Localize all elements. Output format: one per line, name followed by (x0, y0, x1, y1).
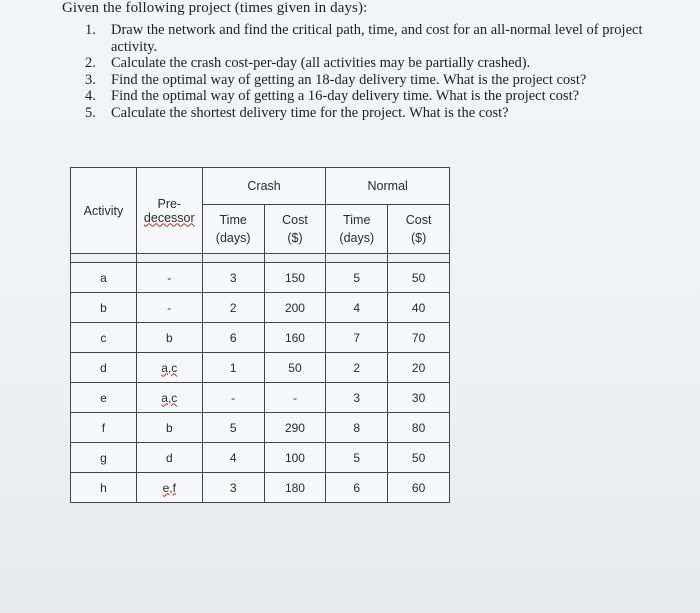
normal-time-header: Time (days) (326, 205, 388, 254)
crash-time-cell: 2 (202, 293, 264, 323)
question-number: 2. (85, 55, 96, 71)
activity-cell: c (71, 323, 137, 353)
crash-time-cell: 3 (202, 263, 264, 293)
predecessor-header-line1: Pre- (157, 196, 182, 211)
predecessor-cell: b (136, 413, 202, 443)
normal-cost-cell: 50 (388, 443, 450, 473)
table-row (71, 263, 450, 293)
crash-cost-cell: 160 (264, 323, 326, 353)
crash-time-header: Time (days) (202, 205, 264, 254)
predecessor-cell: - (136, 293, 202, 323)
normal-header: Normal (326, 168, 450, 205)
activity-cell: d (71, 353, 137, 383)
crash-cost-cell: 50 (264, 353, 326, 383)
question-text: Find the optimal way of getting an 18-day delivery time. What is the project cost? (111, 71, 587, 88)
predecessor-cell: e,f (136, 473, 202, 503)
crash-cost-cell: 200 (264, 293, 326, 323)
predecessor-cell: d (136, 443, 202, 473)
crash-cost-cell: 180 (264, 473, 326, 503)
crash-time-cell: 5 (202, 413, 264, 443)
question-item (85, 105, 645, 122)
normal-time-cell: 6 (326, 473, 388, 503)
question-item (85, 88, 645, 105)
crash-cost-header: Cost ($) (264, 205, 326, 254)
activity-header: Activity (71, 168, 137, 254)
activity-cell: g (71, 443, 137, 473)
crash-cost-cell: 290 (264, 413, 326, 443)
activity-table (70, 167, 450, 503)
normal-time-cell: 8 (326, 413, 388, 443)
question-number: 3. (85, 71, 96, 88)
question-text: Calculate the shortest delivery time for the project. What is the cost? (111, 104, 509, 121)
normal-time-cell: 4 (326, 293, 388, 323)
question-item (85, 72, 645, 89)
problem-heading: Given the following project (times given in days): (62, 0, 368, 16)
normal-time-cell: 2 (326, 353, 388, 383)
table-row (71, 353, 450, 383)
predecessor-cell: a,c (136, 353, 202, 383)
table-header-row (71, 168, 450, 205)
normal-cost-cell: 40 (388, 293, 450, 323)
normal-time-cell: 7 (326, 323, 388, 353)
crash-cost-cell: 150 (264, 263, 326, 293)
table-spacer-row (71, 254, 450, 263)
normal-time-cell: 3 (326, 383, 388, 413)
normal-cost-cell: 20 (388, 353, 450, 383)
activity-cell: h (71, 473, 137, 503)
activity-cell: a (71, 263, 137, 293)
crash-cost-cell: 100 (264, 443, 326, 473)
table-row (71, 293, 450, 323)
table-row (71, 443, 450, 473)
normal-time-cell: 5 (326, 443, 388, 473)
predecessor-cell: a,c (136, 383, 202, 413)
question-text: Find the optimal way of getting a 16-day delivery time. What is the project cost? (111, 88, 580, 104)
crash-time-cell: 6 (202, 323, 264, 353)
question-number: 4. (85, 88, 96, 104)
question-number: 5. (85, 104, 96, 121)
activity-cell: e (71, 383, 137, 413)
predecessor-cell: - (136, 263, 202, 293)
question-number: 1. (85, 22, 96, 38)
question-text: Calculate the crash cost-per-day (all activities may be partially crashed). (111, 55, 531, 71)
normal-cost-cell: 80 (388, 413, 450, 443)
normal-cost-cell: 70 (388, 323, 450, 353)
predecessor-cell: b (136, 323, 202, 353)
crash-time-cell: 3 (202, 473, 264, 503)
normal-cost-header: Cost ($) (388, 205, 450, 254)
question-item (85, 55, 645, 72)
activity-cell: b (71, 293, 137, 323)
question-list (85, 22, 645, 121)
crash-time-cell: 1 (202, 353, 264, 383)
table-row (71, 383, 450, 413)
crash-time-cell: - (202, 383, 264, 413)
normal-cost-cell: 60 (388, 473, 450, 503)
normal-cost-cell: 50 (388, 263, 450, 293)
table-row (71, 413, 450, 443)
normal-time-cell: 5 (326, 263, 388, 293)
table-row (71, 473, 450, 503)
table-row (71, 323, 450, 353)
question-text: Draw the network and find the critical path, time, and cost for an all-normal level of project activity. (111, 22, 643, 55)
question-item (85, 22, 645, 55)
crash-cost-cell: - (264, 383, 326, 413)
crash-header: Crash (202, 168, 326, 205)
normal-cost-cell: 30 (388, 383, 450, 413)
crash-time-cell: 4 (202, 443, 264, 473)
predecessor-header (136, 168, 202, 254)
predecessor-header-line2: decessor (143, 210, 195, 225)
activity-cell: f (71, 413, 137, 443)
